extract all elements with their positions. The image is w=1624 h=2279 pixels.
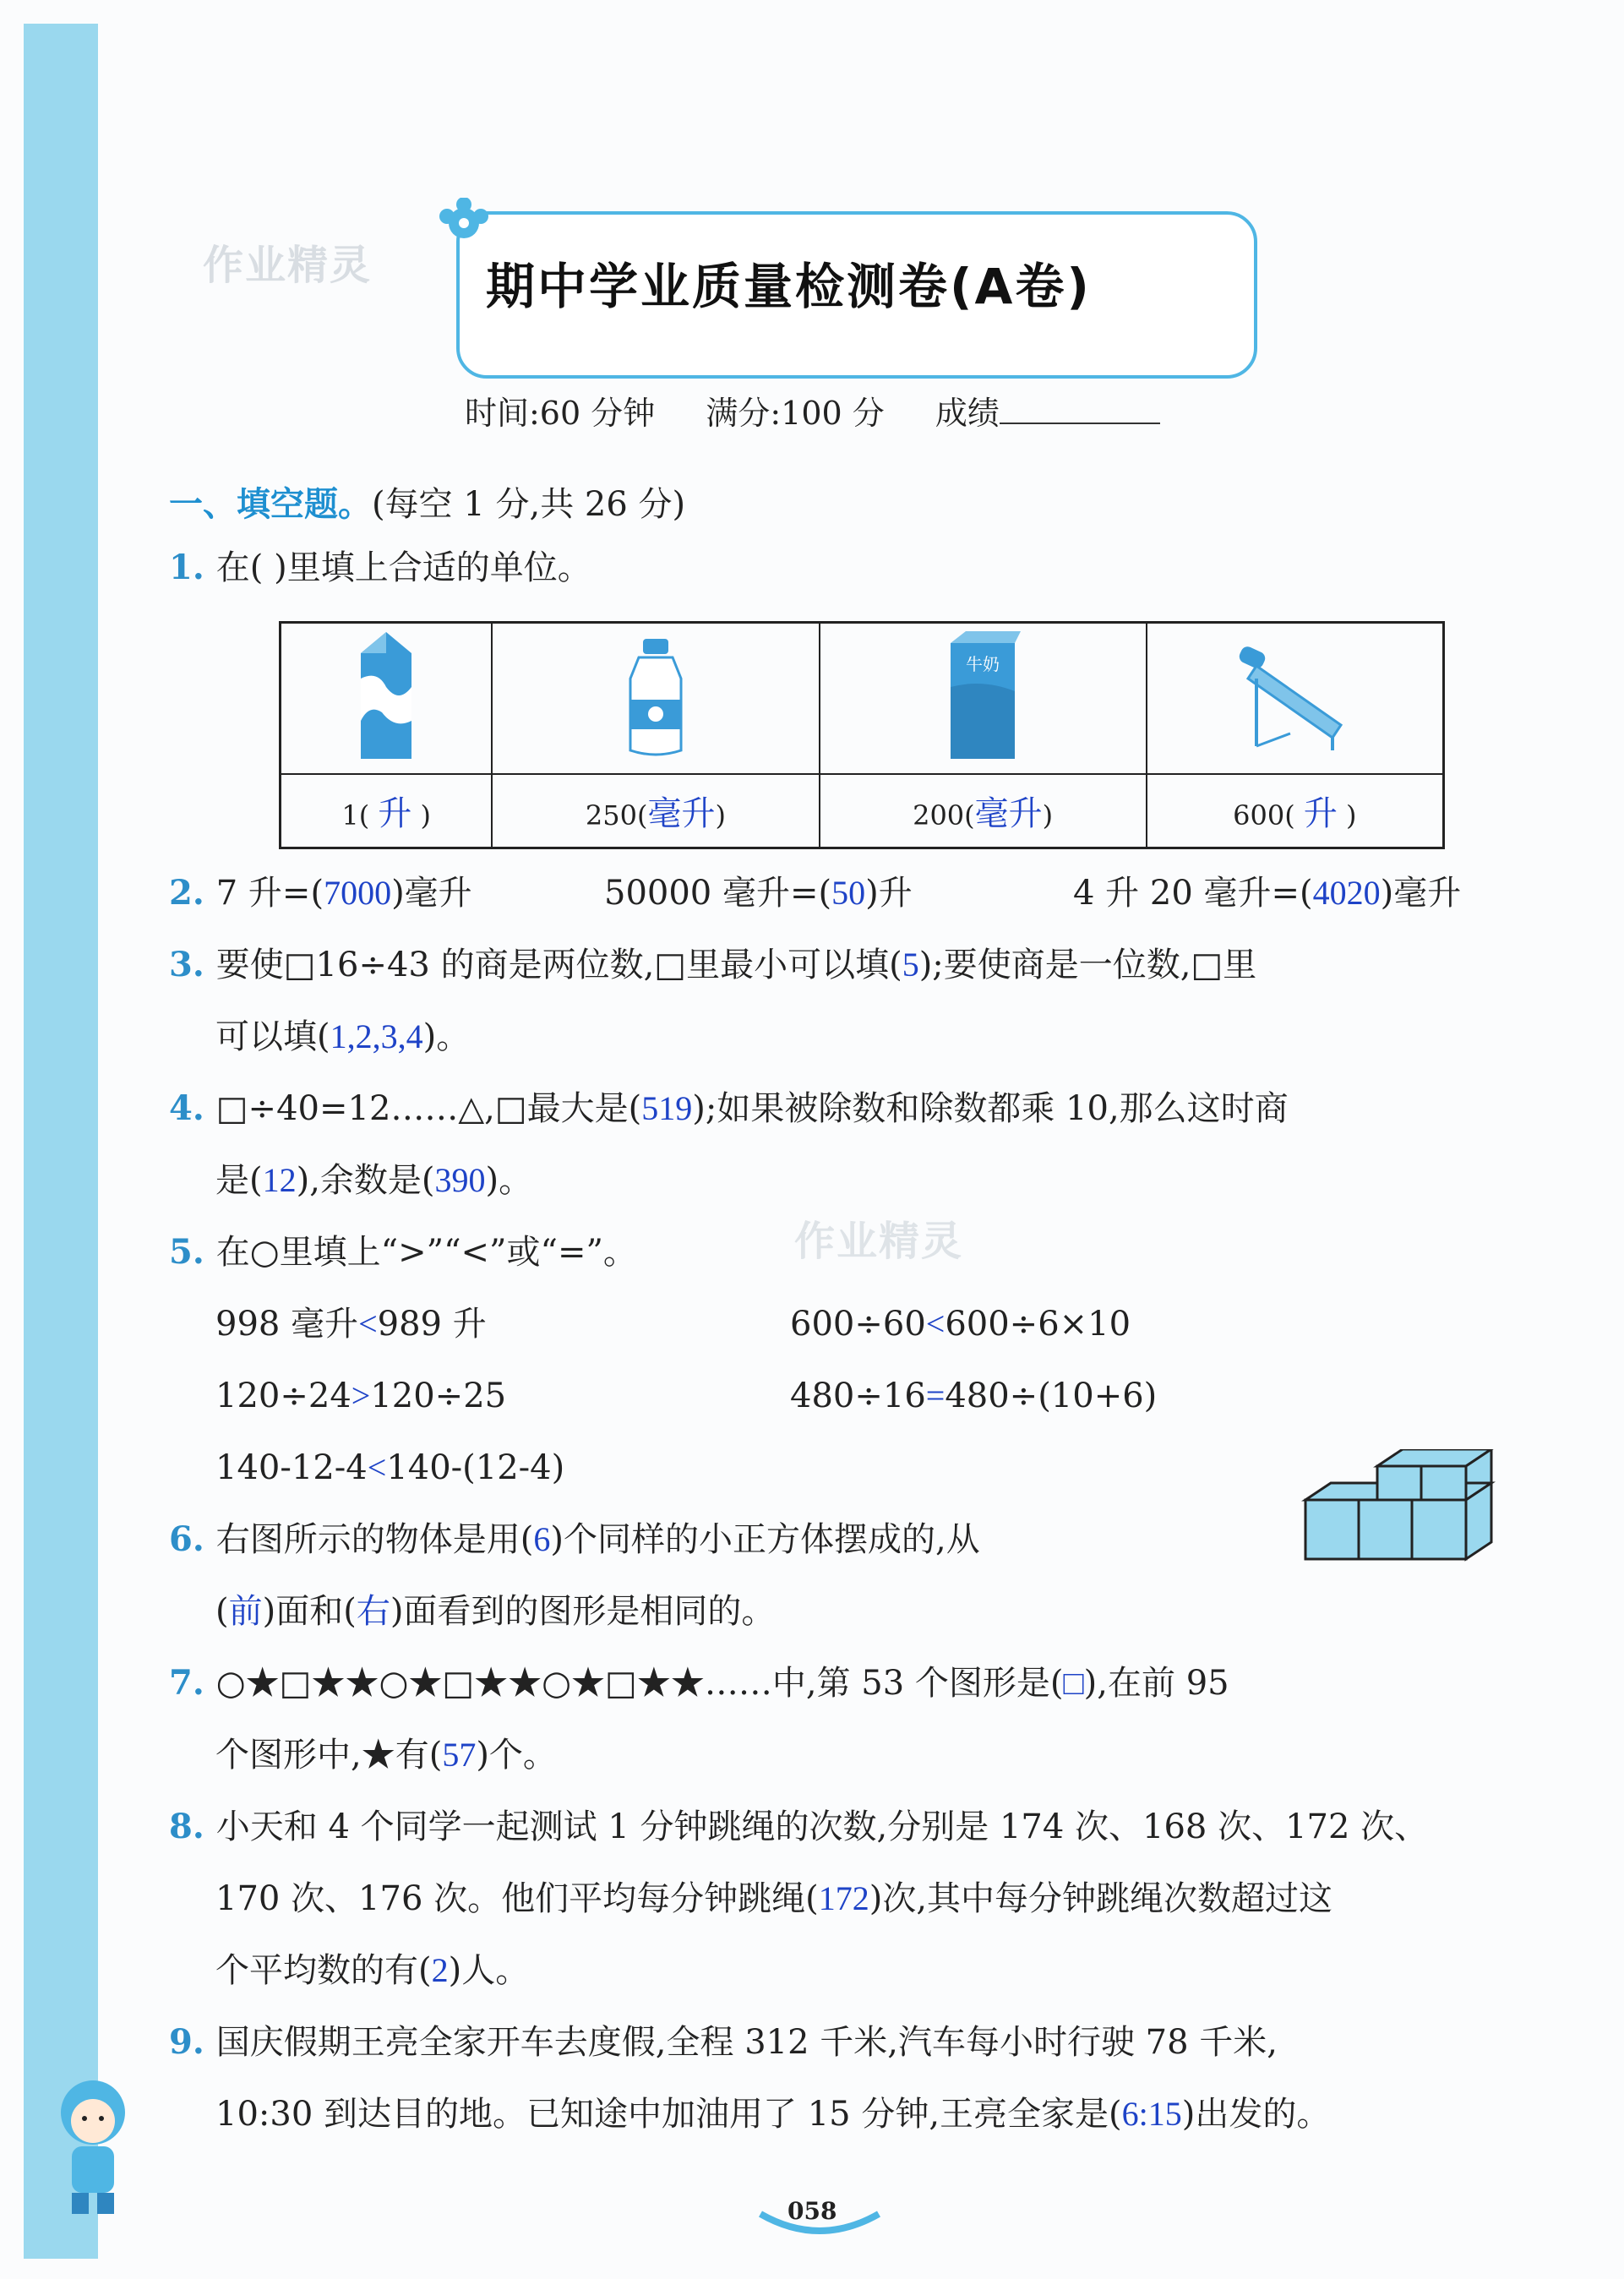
question-2 (169, 873, 472, 913)
text: ),余数是( (296, 1161, 435, 1200)
unit-answer: 升 (378, 794, 412, 832)
answer: 6:15 (1121, 2095, 1182, 2133)
solar-water-heater-icon (1231, 632, 1358, 759)
question-number: 8. (169, 1807, 204, 1846)
text: ),在前 95 (1083, 1664, 1229, 1703)
answer: 12 (262, 1161, 297, 1199)
text: );如果被除数和除数都乘 10,那么这时商 (692, 1089, 1289, 1128)
answer: = (925, 1377, 946, 1415)
text: 是( (215, 1161, 263, 1200)
text: )毫升 (391, 874, 472, 913)
answer: 7000 (324, 874, 392, 912)
compare-item-3 (215, 1376, 506, 1416)
text: 480÷(10+6) (945, 1377, 1158, 1415)
cell-suffix: ) (1346, 799, 1357, 831)
watermark-center: 作业精灵 (794, 1218, 964, 1265)
water-heater-cell (1147, 623, 1444, 775)
flower-icon (434, 198, 493, 248)
result-blank (1000, 397, 1160, 424)
text: )人。 (448, 1951, 530, 1990)
question-number: 5. (169, 1232, 204, 1272)
child-mascot-icon (46, 2075, 139, 2218)
text: 个平均数的有( (215, 1951, 432, 1990)
text: 998 毫升 (215, 1305, 359, 1344)
section-note: (每空 1 分,共 26 分) (372, 485, 686, 524)
compare-item-1 (215, 1304, 487, 1344)
text: )面看到的图形是相同的。 (390, 1592, 776, 1631)
result-label: 成绩 (935, 395, 1000, 432)
text: )毫升 (1380, 874, 1462, 913)
text: 小天和 4 个同学一起测试 1 分钟跳绳的次数,分别是 174 次、168 次、172 次、 (215, 1807, 1429, 1846)
text: 140-(12-4) (386, 1448, 565, 1487)
time-limit: 时间:60 分钟 (465, 395, 656, 432)
text: 个图形中,★有( (215, 1736, 443, 1775)
text: 4 升 20 毫升=( (1073, 874, 1313, 913)
question-number: 1. (169, 548, 204, 587)
question-4-line-1 (169, 1088, 1289, 1129)
text: 要使□16÷43 的商是两位数,□里最小可以填( (215, 946, 902, 984)
units-table (279, 621, 1445, 849)
answer: < (358, 1305, 378, 1343)
text: )。 (485, 1161, 533, 1200)
question-7-line-1 (169, 1663, 1229, 1704)
question-number: 4. (169, 1088, 204, 1128)
answer: 2 (431, 1951, 449, 1989)
answer: 右 (356, 1592, 390, 1630)
text: □÷40=12……△,□最大是( (215, 1089, 642, 1128)
cell-prefix: 250( (585, 799, 648, 831)
exam-meta (465, 387, 1201, 433)
text: ( (215, 1592, 229, 1631)
section-head: 一、填空题。 (169, 485, 372, 524)
question-2b (604, 873, 913, 913)
answer: □ (1063, 1664, 1084, 1702)
question-3-line-2 (215, 1017, 470, 1057)
text: 7 升=( (215, 874, 324, 913)
answer: 57 (442, 1736, 477, 1774)
text: 120÷25 (370, 1377, 507, 1415)
full-score: 满分:100 分 (706, 395, 885, 432)
unit-answer: 毫升 (974, 794, 1043, 832)
milk-box-cell (820, 623, 1147, 775)
text: );要使商是一位数,□里 (918, 946, 1257, 984)
question-6-line-2 (215, 1591, 775, 1632)
answer: 5 (902, 946, 919, 984)
section-title (169, 477, 685, 526)
question-9-line-1 (169, 2022, 1278, 2063)
question-3-line-1 (169, 945, 1256, 985)
milk-box-icon (940, 628, 1025, 763)
page-number: 058 (787, 2197, 837, 2225)
question-6-line-1 (169, 1519, 980, 1560)
milk-carton-icon (348, 628, 424, 763)
question-number: 6. (169, 1519, 204, 1559)
answer: < (367, 1448, 387, 1486)
bottle-cell (492, 623, 819, 775)
answer: < (925, 1305, 946, 1343)
text: 10:30 到达目的地。已知途中加油用了 15 分钟,王亮全家是( (215, 2095, 1122, 2134)
question-9-line-2 (215, 2094, 1330, 2135)
answer: 390 (434, 1161, 486, 1199)
answer: 6 (533, 1520, 551, 1558)
answer: 172 (818, 1879, 869, 1917)
question-text: 在( )里填上合适的单位。 (215, 548, 591, 587)
question-number: 3. (169, 945, 204, 984)
text: 可以填( (215, 1017, 330, 1056)
answer: 1,2,3,4 (330, 1017, 423, 1055)
question-8-line-2 (215, 1878, 1332, 1919)
question-5 (169, 1232, 637, 1273)
text: ○★□★★○★□★★○★□★★……中,第 53 个图形是( (215, 1664, 1064, 1703)
answer: 519 (641, 1089, 693, 1127)
text: 170 次、176 次。他们平均每分钟跳绳( (215, 1879, 819, 1918)
answer: 50 (831, 874, 866, 912)
question-number: 7. (169, 1663, 204, 1703)
question-8-line-1 (169, 1807, 1428, 1847)
question-1 (169, 548, 591, 588)
unit-answer: 毫升 (647, 794, 716, 832)
decorative-left-band (24, 24, 98, 2259)
cubes-figure (1297, 1449, 1517, 1567)
compare-item-2 (790, 1304, 1131, 1344)
text: 989 升 (377, 1305, 487, 1344)
text: )出发的。 (1181, 2095, 1331, 2134)
cell-suffix: ) (715, 799, 726, 831)
answer: 前 (228, 1592, 263, 1630)
text: 在○里填上“>”“<”或“=”。 (215, 1233, 637, 1272)
cell-prefix: 200( (913, 799, 975, 831)
text: 480÷16 (790, 1377, 926, 1415)
question-8-line-3 (215, 1950, 529, 1991)
compare-item-4 (790, 1376, 1157, 1416)
question-7-line-2 (215, 1735, 557, 1775)
question-number: 2. (169, 873, 204, 913)
cell-prefix: 600( (1233, 799, 1295, 831)
text: 600÷60 (790, 1305, 926, 1344)
text: 600÷6×10 (945, 1305, 1131, 1344)
answer: 4020 (1312, 874, 1381, 912)
unit-cell-1 (281, 774, 493, 848)
watermark: 作业精灵 (203, 242, 373, 289)
text: )。 (422, 1017, 471, 1056)
question-4-line-2 (215, 1160, 532, 1201)
unit-cell-4 (1147, 774, 1444, 848)
text: 140-12-4 (215, 1448, 368, 1487)
text: 国庆假期王亮全家开车去度假,全程 312 千米,汽车每小时行驶 78 千米, (215, 2023, 1278, 2062)
cell-suffix: ) (1042, 799, 1054, 831)
text: )个同样的小正方体摆成的,从 (550, 1520, 980, 1559)
compare-item-5 (215, 1448, 564, 1488)
unit-cell-3 (820, 774, 1147, 848)
text: )升 (865, 874, 913, 913)
text: )个。 (476, 1736, 557, 1775)
answer: > (351, 1377, 371, 1415)
text: )次,其中每分钟跳绳次数超过这 (869, 1879, 1333, 1918)
milk-carton-cell (281, 623, 493, 775)
unit-cell-2 (492, 774, 819, 848)
question-number: 9. (169, 2022, 204, 2062)
cell-suffix: ) (420, 799, 431, 831)
question-2c (1073, 873, 1461, 913)
unit-answer: 升 (1303, 794, 1338, 832)
text: 50000 毫升=( (604, 874, 832, 913)
text: )面和( (262, 1592, 357, 1631)
page-title: 期中学业质量检测卷(A卷) (486, 258, 1092, 315)
milk-label: 牛奶 (966, 653, 1000, 674)
text: 右图所示的物体是用( (215, 1520, 534, 1559)
cell-prefix: 1( (341, 799, 370, 831)
bottle-icon (622, 632, 689, 759)
text: 120÷24 (215, 1377, 352, 1415)
